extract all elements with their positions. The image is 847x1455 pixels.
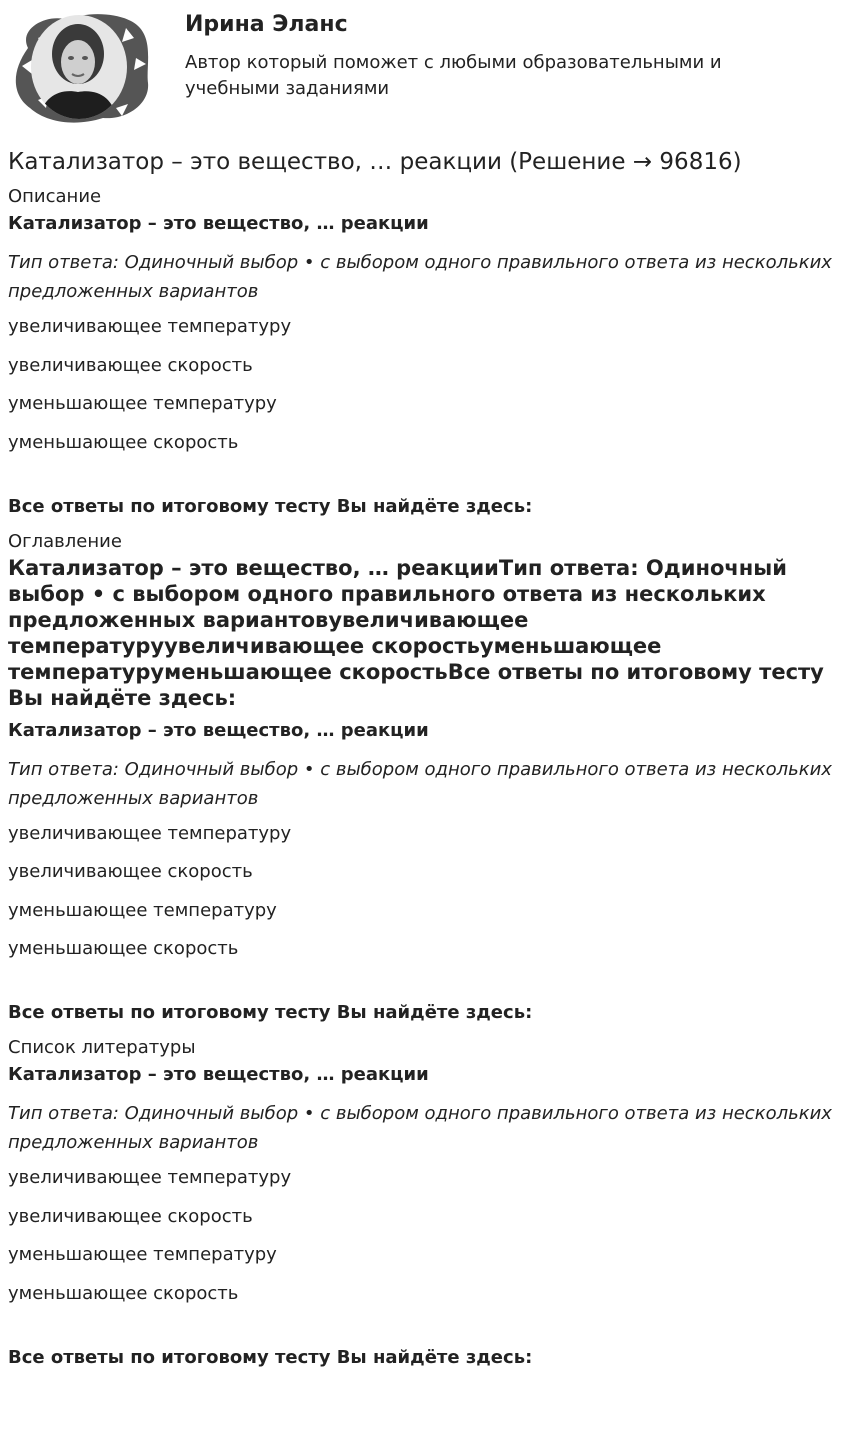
question-title: Катализатор – это вещество, … реакции	[8, 213, 429, 234]
option-4: уменьшающее скорость	[8, 431, 239, 453]
option-3: уменьшающее температуру	[8, 1244, 277, 1265]
description-label: Описание	[8, 186, 102, 207]
question-title: Катализатор – это вещество, … реакции	[8, 719, 429, 741]
question-title: Катализатор – это вещество, … реакции	[8, 1064, 429, 1085]
option-1: увеличивающее температуру	[8, 1167, 292, 1188]
page-title: Катализатор – это вещество, … реакции (Решение → 96816)	[8, 149, 742, 175]
answers-link: Все ответы по итоговому тесту Вы найдёте здесь:	[8, 1346, 533, 1368]
option-1: увеличивающее температуру	[8, 316, 292, 337]
option-3: уменьшающее температуру	[8, 899, 277, 921]
author-name: Ирина Эланс	[185, 12, 348, 37]
author-header	[0, 0, 847, 140]
question-type: Тип ответа: Одиночный выбор • с выбором одного правильного ответа из нескольких предложенных вариантов	[8, 252, 832, 302]
option-4: уменьшающее скорость	[8, 1282, 239, 1304]
question-type: Тип ответа: Одиночный выбор • с выбором одного правильного ответа из нескольких предложенных вариантов	[8, 758, 832, 809]
literature-section	[8, 1037, 839, 1370]
option-2: увеличивающее скорость	[8, 1205, 253, 1227]
option-4: уменьшающее скорость	[8, 938, 239, 959]
toc-heading: Катализатор – это вещество, … реакцииТип ответа: Одиночный выбор • с выбором одного правильного ответа из нескольких предложенных вариантовувеличивающее температуруувеличивающее скоростьуменьшающее температуруменьшающее скоростьВсе ответы по итоговому тесту Вы найдёте здесь:	[8, 555, 824, 710]
option-1: увеличивающее температуру	[8, 822, 292, 844]
description-section	[8, 186, 839, 519]
page-content	[0, 146, 847, 1370]
toc-label: Оглавление	[8, 530, 122, 552]
option-2: увеличивающее скорость	[8, 861, 253, 882]
option-3: уменьшающее температуру	[8, 393, 277, 414]
answers-link: Все ответы по итоговому тесту Вы найдёте здесь:	[8, 495, 533, 517]
question-type: Тип ответа: Одиночный выбор • с выбором одного правильного ответа из нескольких предложенных вариантов	[8, 1103, 832, 1153]
answers-link: Все ответы по итоговому тесту Вы найдёте здесь:	[8, 1002, 533, 1023]
author-description: Автор который поможет с любыми образовательными и учебными заданиями	[185, 52, 722, 99]
toc-section	[8, 531, 839, 1026]
literature-label: Список литературы	[8, 1037, 196, 1058]
option-2: увеличивающее скорость	[8, 354, 253, 376]
author-avatar	[8, 8, 150, 126]
